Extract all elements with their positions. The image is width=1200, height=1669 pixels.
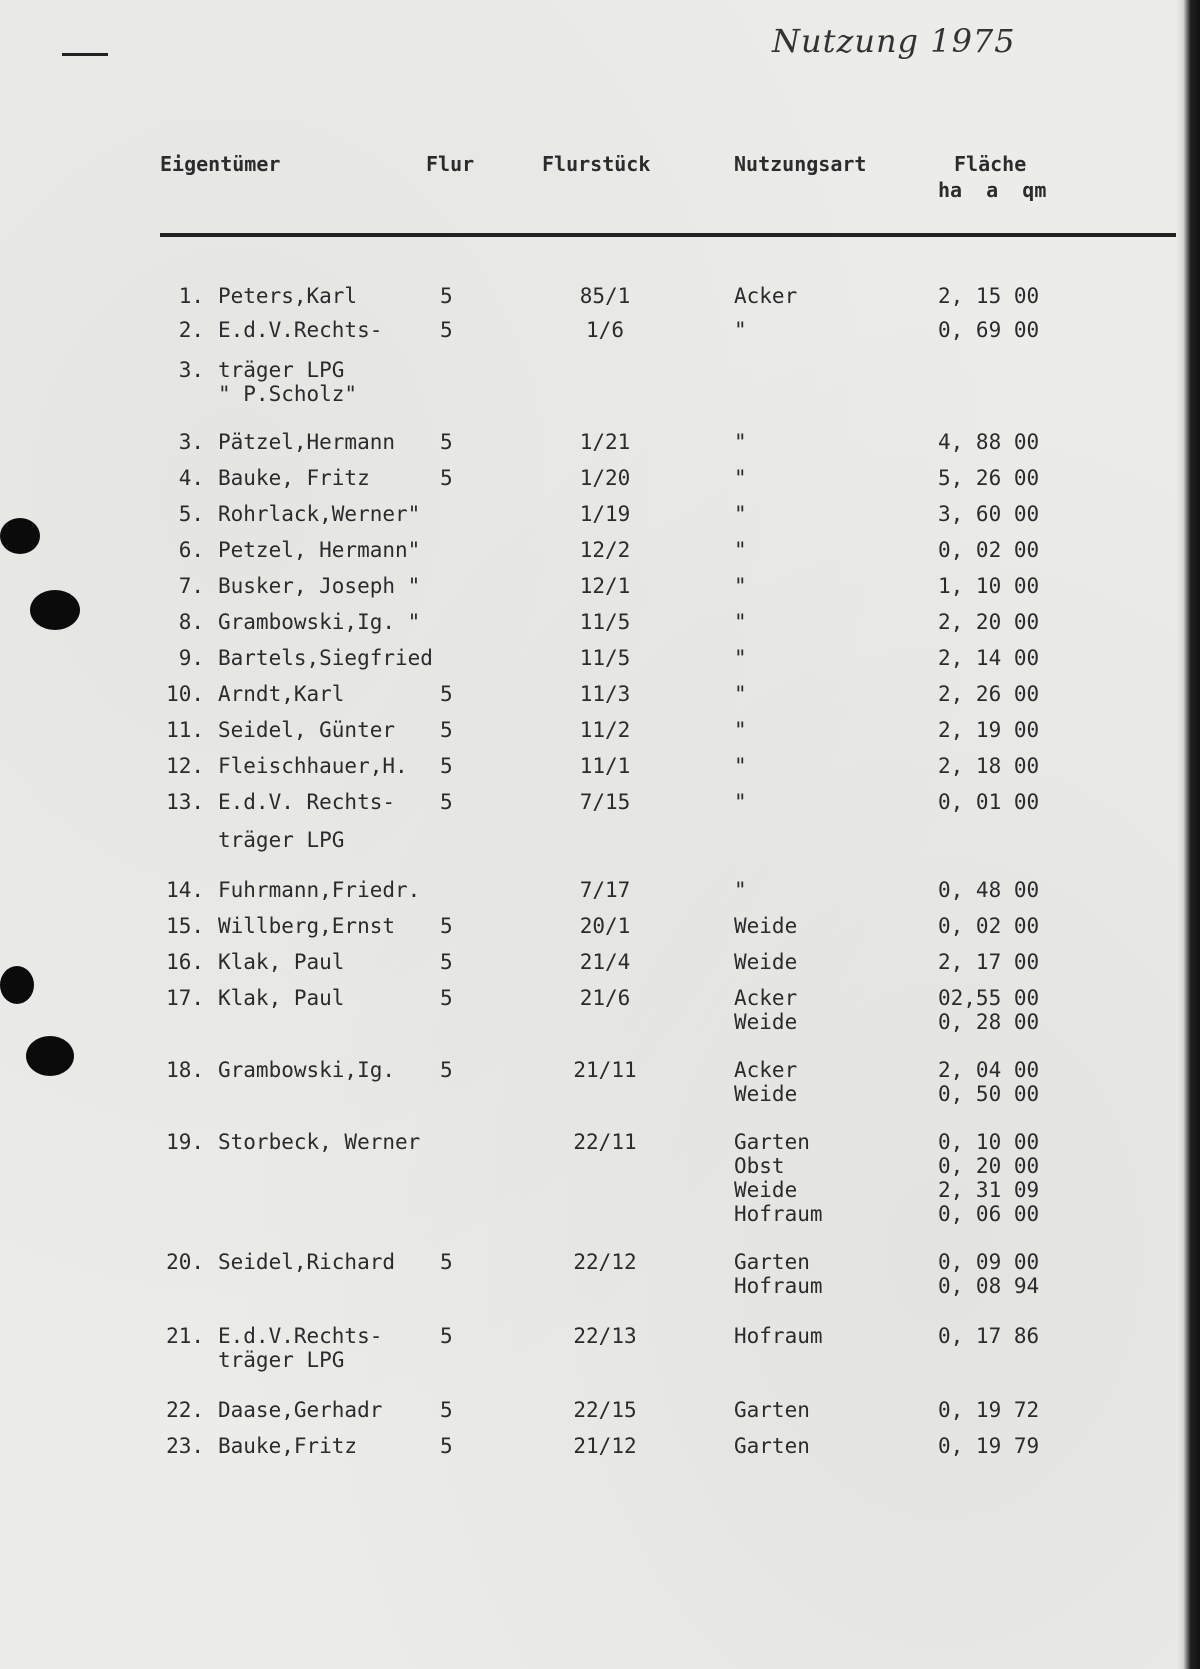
nutzungsart-cell-line: " [734,790,747,814]
nutzungsart-cell-line: " [734,466,747,490]
row-number: 2. [178,318,204,342]
flur-cell: 5 [440,682,453,706]
flurstueck-cell: 22/13 [573,1324,637,1348]
row-number: 8. [178,610,204,634]
flurstueck-cell: 11/5 [579,610,631,634]
owner-cell-line: " P.Scholz" [218,382,358,406]
nutzungsart-cell-line: " [734,878,747,902]
flurstueck-cell: 1/20 [579,466,631,490]
nutzungsart-cell [734,682,747,706]
owner-cell-line: E.d.V.Rechts- [218,318,383,342]
flaeche-cell-line: 0, 50 00 [938,1082,1040,1106]
flaeche-cell [938,646,1039,670]
flaeche-cell-line: 0, 17 86 [938,1324,1040,1348]
nutzungsart-cell [734,1434,810,1458]
owner-cell-line: Bartels,Siegfried [218,646,433,670]
header-flur: Flur [426,152,475,176]
flaeche-cell [938,574,1039,598]
owner-cell-line: Willberg,Ernst [218,914,396,938]
flaeche-cell-line: 0, 28 00 [938,1010,1040,1034]
nutzungsart-cell-line: " [734,318,747,342]
flaeche-cell [938,318,1039,342]
row-number: 19. [166,1130,204,1154]
nutzungsart-cell-line: Garten [734,1130,810,1154]
row-number: 3. [178,358,204,382]
owner-cell [218,1434,357,1458]
row-number: 5. [178,502,204,526]
flaeche-cell [938,502,1039,526]
owner-cell [218,754,408,778]
nutzungsart-cell-line: Weide [734,950,798,974]
flur-cell: 5 [440,986,453,1010]
owner-cell [218,1324,382,1372]
nutzungsart-cell [734,610,747,634]
owner-cell [218,318,382,342]
flaeche-cell-line: 4, 88 00 [938,430,1040,454]
nutzungsart-cell-line: " [734,754,747,778]
owner-cell-line: Seidel,Richard [218,1250,396,1274]
punch-hole [0,518,40,554]
nutzungsart-cell [734,1324,823,1348]
flaeche-cell-line: 02,55 00 [938,986,1040,1010]
nutzungsart-cell [734,878,747,902]
header-eigentuemer: Eigentümer [160,152,281,176]
row-number: 14. [166,878,204,902]
flaeche-cell-line: 2, 17 00 [938,950,1040,974]
flur-cell: 5 [440,1434,453,1458]
owner-cell-line: Seidel, Günter [218,718,396,742]
flaeche-cell [938,1324,1039,1348]
nutzungsart-cell-line: Acker [734,284,798,308]
owner-cell [218,790,395,814]
flaeche-cell-line: 0, 01 00 [938,790,1040,814]
flaeche-cell-line: 0, 19 79 [938,1434,1040,1458]
row-number: 6. [178,538,204,562]
owner-cell-line: Bauke,Fritz [218,1434,358,1458]
flaeche-cell-line: 2, 04 00 [938,1058,1040,1082]
owner-cell-line: Rohrlack,Werner" [218,502,421,526]
margin-dash-mark [62,53,108,56]
handwritten-note: Nutzung 1975 [772,22,1016,60]
owner-cell-line: Busker, Joseph " [218,574,421,598]
nutzungsart-cell [734,718,747,742]
flurstueck-cell: 1/21 [579,430,631,454]
owner-cell [218,828,344,852]
flurstueck-cell: 11/1 [579,754,631,778]
flaeche-cell [938,1434,1039,1458]
owner-cell [218,950,344,974]
owner-cell-line: träger LPG [218,828,345,852]
flur-cell: 5 [440,1058,453,1082]
flur-cell: 5 [440,950,453,974]
flaeche-cell-line: 2, 26 00 [938,682,1040,706]
flurstueck-cell: 1/19 [579,502,631,526]
nutzungsart-cell [734,646,747,670]
flaeche-cell-line: 0, 02 00 [938,914,1040,938]
owner-cell-line: Klak, Paul [218,950,345,974]
flaeche-cell [938,1398,1039,1422]
flaeche-cell-line: 2, 14 00 [938,646,1040,670]
flurstueck-cell: 7/17 [579,878,631,902]
nutzungsart-cell [734,502,747,526]
nutzungsart-cell [734,318,747,342]
flaeche-cell [938,754,1039,778]
owner-cell-line: Grambowski,Ig. [218,1058,396,1082]
nutzungsart-cell [734,574,747,598]
nutzungsart-cell [734,790,747,814]
row-number: 22. [166,1398,204,1422]
flaeche-cell-line: 0, 48 00 [938,878,1040,902]
owner-cell-line: Petzel, Hermann" [218,538,421,562]
owner-cell [218,358,357,406]
flurstueck-cell: 21/11 [573,1058,637,1082]
flurstueck-cell: 12/2 [579,538,631,562]
header-rule [160,233,1190,237]
owner-cell-line: E.d.V. Rechts- [218,790,396,814]
nutzungsart-cell-line: Hofraum [734,1274,823,1298]
owner-cell [218,538,420,562]
flaeche-cell-line: 2, 18 00 [938,754,1040,778]
nutzungsart-cell-line: Weide [734,1010,798,1034]
row-number: 10. [166,682,204,706]
owner-cell-line: Fleischhauer,H. [218,754,408,778]
nutzungsart-cell [734,1250,823,1298]
nutzungsart-cell-line: Weide [734,914,798,938]
flaeche-cell-line: 1, 10 00 [938,574,1040,598]
flaeche-cell-line: 0, 06 00 [938,1202,1040,1226]
flaeche-cell [938,1250,1039,1298]
nutzungsart-cell-line: " [734,538,747,562]
flaeche-cell [938,1058,1039,1106]
flaeche-cell-line: 2, 31 09 [938,1178,1040,1202]
header-flaeche: Fläche [954,152,1027,176]
flur-cell: 5 [440,718,453,742]
flaeche-cell [938,466,1039,490]
flur-cell: 5 [440,1324,453,1348]
row-number: 12. [166,754,204,778]
flaeche-cell-line: 2, 15 00 [938,284,1040,308]
flurstueck-cell: 11/5 [579,646,631,670]
flaeche-cell-line: 0, 08 94 [938,1274,1040,1298]
flaeche-cell [938,790,1039,814]
owner-cell [218,646,433,670]
flur-cell: 5 [440,318,453,342]
nutzungsart-cell [734,914,797,938]
owner-cell [218,466,370,490]
flaeche-cell [938,430,1039,454]
header-units: ha a qm [938,178,1047,202]
nutzungsart-cell-line: " [734,718,747,742]
owner-cell [218,1130,420,1154]
flurstueck-cell: 11/3 [579,682,631,706]
row-number: 18. [166,1058,204,1082]
flaeche-cell [938,986,1039,1034]
nutzungsart-cell [734,284,797,308]
owner-cell-line: Pätzel,Hermann [218,430,396,454]
row-number: 7. [178,574,204,598]
flurstueck-cell: 85/1 [579,284,631,308]
owner-cell-line: Bauke, Fritz [218,466,370,490]
flurstueck-cell: 22/15 [573,1398,637,1422]
nutzungsart-cell-line: Garten [734,1398,810,1422]
flur-cell: 5 [440,790,453,814]
owner-cell-line: träger LPG [218,1348,345,1372]
flaeche-cell-line: 0, 02 00 [938,538,1040,562]
owner-cell-line: Arndt,Karl [218,682,345,706]
nutzungsart-cell-line: Garten [734,1434,810,1458]
owner-cell [218,502,420,526]
nutzungsart-cell [734,1398,810,1422]
owner-cell-line: Grambowski,Ig. " [218,610,421,634]
flaeche-cell [938,950,1039,974]
flaeche-cell [938,284,1039,308]
flurstueck-cell: 21/6 [579,986,631,1010]
owner-cell [218,574,420,598]
flaeche-cell [938,878,1039,902]
flurstueck-cell: 22/12 [573,1250,637,1274]
flaeche-cell-line: 0, 10 00 [938,1130,1040,1154]
punch-hole [26,1036,74,1076]
owner-cell-line: Storbeck, Werner [218,1130,421,1154]
nutzungsart-cell-line: Weide [734,1082,798,1106]
nutzungsart-cell [734,1058,797,1106]
owner-cell [218,284,357,308]
owner-cell-line: träger LPG [218,358,345,382]
owner-cell-line: Peters,Karl [218,284,358,308]
flur-cell: 5 [440,754,453,778]
nutzungsart-cell-line: Garten [734,1250,810,1274]
owner-cell [218,718,395,742]
nutzungsart-cell-line: Acker [734,986,798,1010]
row-number: 3. [178,430,204,454]
flaeche-cell-line: 0, 20 00 [938,1154,1040,1178]
nutzungsart-cell [734,950,797,974]
nutzungsart-cell [734,754,747,778]
nutzungsart-cell-line: " [734,646,747,670]
flaeche-cell-line: 0, 09 00 [938,1250,1040,1274]
nutzungsart-cell-line: Obst [734,1154,785,1178]
flurstueck-cell: 21/4 [579,950,631,974]
row-number: 15. [166,914,204,938]
flaeche-cell [938,610,1039,634]
nutzungsart-cell-line: Hofraum [734,1202,823,1226]
header-nutzungsart: Nutzungsart [734,152,867,176]
owner-cell [218,610,420,634]
flurstueck-cell: 1/6 [586,318,624,342]
flur-cell: 5 [440,914,453,938]
flurstueck-cell: 7/15 [579,790,631,814]
flur-cell: 5 [440,1250,453,1274]
owner-cell [218,1398,382,1422]
nutzungsart-cell-line: " [734,610,747,634]
row-number: 11. [166,718,204,742]
nutzungsart-cell [734,1130,823,1226]
flaeche-cell [938,1130,1039,1226]
row-number: 13. [166,790,204,814]
nutzungsart-cell [734,430,747,454]
nutzungsart-cell [734,538,747,562]
flurstueck-cell: 11/2 [579,718,631,742]
nutzungsart-cell [734,986,797,1034]
flaeche-cell [938,914,1039,938]
nutzungsart-cell [734,466,747,490]
flaeche-cell-line: 0, 19 72 [938,1398,1040,1422]
flur-cell: 5 [440,1398,453,1422]
flurstueck-cell: 12/1 [579,574,631,598]
row-number: 17. [166,986,204,1010]
flur-cell: 5 [440,430,453,454]
owner-cell [218,986,344,1010]
nutzungsart-cell-line: " [734,430,747,454]
row-number: 16. [166,950,204,974]
owner-cell [218,430,395,454]
punch-hole [0,966,34,1004]
owner-cell-line: Klak, Paul [218,986,345,1010]
owner-cell [218,682,344,706]
row-number: 4. [178,466,204,490]
flaeche-cell [938,538,1039,562]
header-flurstueck: Flurstück [542,152,651,176]
flaeche-cell-line: 2, 20 00 [938,610,1040,634]
nutzungsart-cell-line: " [734,682,747,706]
flur-cell: 5 [440,466,453,490]
punch-hole [30,590,80,630]
flurstueck-cell: 21/12 [573,1434,637,1458]
row-number: 9. [178,646,204,670]
flurstueck-cell: 20/1 [579,914,631,938]
flaeche-cell-line: 0, 69 00 [938,318,1040,342]
flaeche-cell [938,682,1039,706]
nutzungsart-cell-line: Hofraum [734,1324,823,1348]
scan-edge [1176,0,1200,1669]
flaeche-cell-line: 2, 19 00 [938,718,1040,742]
row-number: 1. [178,284,204,308]
flaeche-cell-line: 3, 60 00 [938,502,1040,526]
owner-cell [218,878,420,902]
nutzungsart-cell-line: " [734,502,747,526]
owner-cell [218,1058,395,1082]
flaeche-cell-line: 5, 26 00 [938,466,1040,490]
nutzungsart-cell-line: Weide [734,1178,798,1202]
owner-cell-line: Daase,Gerhadr [218,1398,383,1422]
owner-cell [218,1250,395,1274]
nutzungsart-cell-line: " [734,574,747,598]
owner-cell [218,914,395,938]
flaeche-cell [938,718,1039,742]
flurstueck-cell: 22/11 [573,1130,637,1154]
nutzungsart-cell-line: Acker [734,1058,798,1082]
owner-cell-line: E.d.V.Rechts- [218,1324,383,1348]
flur-cell: 5 [440,284,453,308]
row-number: 21. [166,1324,204,1348]
row-number: 20. [166,1250,204,1274]
row-number: 23. [166,1434,204,1458]
owner-cell-line: Fuhrmann,Friedr. [218,878,421,902]
